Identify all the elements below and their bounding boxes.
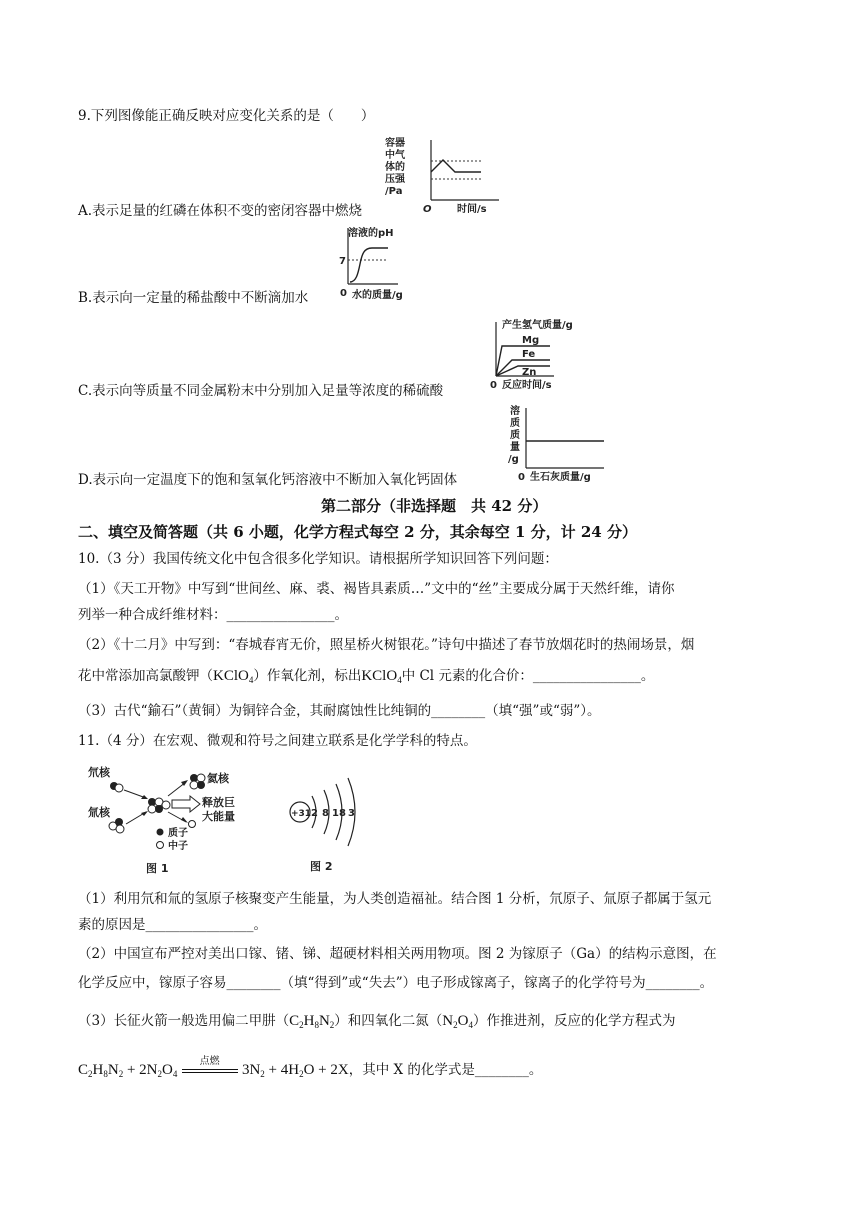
section-title: 二、填空及简答题（共 6 小题，化学方程式每空 2 分，其余每空 1 分，计 24 分） xyxy=(78,523,637,541)
q11-p1a: （1）利用氘和氚的氢原子核聚变产生能量，为人类创造福祉。结合图 1 分析，氘原子、氚原子都属于氢元 xyxy=(78,891,712,907)
graph-a-ylabel-4: /Pa xyxy=(385,186,403,197)
shell-4: 3 xyxy=(348,808,355,819)
graph-a xyxy=(375,134,505,220)
graph-c xyxy=(488,314,608,390)
graph-d xyxy=(500,402,620,486)
formula-c2h8n2: $C_2H_8N_2$ xyxy=(289,1013,335,1030)
graph-b-xlabel: 水的质量/g xyxy=(352,290,403,301)
q10-stem: 10.（3 分）我国传统文化中包含很多化学知识。请根据所学知识回答下列问题： xyxy=(78,551,558,567)
reaction-arrow xyxy=(182,1055,238,1078)
q9-option-d: D.表示向一定温度下的饱和氢氧化钙溶液中不断加入氧化钙固体 xyxy=(78,472,458,488)
shell-2: 8 xyxy=(322,808,329,819)
tritium-label: 氚核 xyxy=(88,806,110,819)
graph-a-xlabel: 时间/s xyxy=(457,204,487,215)
shell-3: 18 xyxy=(332,808,346,819)
graph-a-ylabel-0: 容器 xyxy=(385,138,405,149)
q10-p1b: 列举一种合成纤维材料：________________。 xyxy=(78,607,348,623)
equation-rhs: $3N_2 + 4H_2O + 2X$ xyxy=(241,1062,349,1079)
equation-lhs: $C_2H_8N_2 + 2N_2O_4$ xyxy=(78,1062,178,1079)
fig1-caption: 图 1 xyxy=(146,862,169,875)
graph-b-ref: 7 xyxy=(339,256,346,267)
graph-a-origin: O xyxy=(423,204,432,215)
graph-d-xlabel: 生石灰质量/g xyxy=(530,472,591,483)
part2-title: 第二部分（非选择题 共 42 分） xyxy=(321,497,548,515)
q10-p2a: （2）《十二月》中写到：“春城春宵无价，照星桥火树银花。”诗句中描述了春节放烟花时的热闹场景，烟 xyxy=(78,637,695,653)
graph-d-ylabel-2: 质 xyxy=(510,430,520,441)
graph-d-ylabel-1: 质 xyxy=(510,418,520,429)
q9-option-a: A.表示足量的红磷在体积不变的密闭容器中燃烧 xyxy=(78,203,363,219)
graph-d-ylabel-0: 溶 xyxy=(510,406,520,417)
q11-p2b: 化学反应中，镓原子容易________（填“得到”或“失去”）电子形成镓离子，镓离子的化学符号为________。 xyxy=(78,975,714,991)
graph-b-curve xyxy=(350,248,388,282)
graph-a-ylabel-2: 体的 xyxy=(385,162,405,173)
helium-label: 氦核 xyxy=(207,772,229,785)
fig2-caption: 图 2 xyxy=(310,860,333,873)
release-label-1: 释放巨 xyxy=(202,796,235,809)
graph-d-ylabel-4: /g xyxy=(508,454,519,465)
graph-c-label-fe: Fe xyxy=(522,349,536,360)
release-label-2: 大能量 xyxy=(202,810,235,823)
q10-p3: （3）古代“鍮石”（黄铜）为铜锌合金，其耐腐蚀性比纯铜的________（填“强”或“弱”）。 xyxy=(78,703,601,719)
gallium-atom-diagram xyxy=(280,774,390,878)
q9-option-b: B.表示向一定量的稀盐酸中不断滴加水 xyxy=(78,290,309,306)
graph-c-xlabel: 反应时间/s xyxy=(502,380,552,390)
q11-p3: （3）长征火箭一般选用偏二甲肼$(C_2H_8N_2)$和四氧化二氮$(N_2O_4)$作推进剂，反应的化学方程式为 xyxy=(78,1013,676,1030)
q10-p2b: 花中常添加高氯酸钾（KClO$_4$）作氧化剂，标出KClO$_4$中 Cl 元素的化合价：________________。 xyxy=(78,668,655,685)
nuclear-charge: +31 xyxy=(291,809,312,819)
fusion-diagram xyxy=(86,760,266,878)
q9-stem: 9.下列图像能正确反映对应变化关系的是（ ） xyxy=(78,108,375,124)
q9-option-c: C.表示向等质量不同金属粉末中分别加入足量等浓度的稀硫酸 xyxy=(78,383,444,399)
formula-kclo4-2: KClO$_4$ xyxy=(361,668,402,685)
graph-b-ylabel: 溶液的pH xyxy=(348,228,394,239)
q11-p2a: （2）中国宣布严控对美出口镓、锗、锑、超硬材料相关两用物项。图 2 为镓原子（Ga）的结构示意图，在 xyxy=(78,946,717,962)
shell-1: 2 xyxy=(311,808,318,819)
q10-p1a: （1）《天工开物》中写到“世间丝、麻、裘、褐皆具素质…”文中的“丝”主要成分属于天然纤维，请你 xyxy=(78,581,675,597)
graph-b-origin: 0 xyxy=(340,288,347,299)
graph-c-label-mg: Mg xyxy=(522,335,540,346)
graph-c-ylabel: 产生氢气质量/g xyxy=(502,320,573,331)
neutron-legend: 中子 xyxy=(168,841,188,852)
graph-a-ylabel-1: 中气 xyxy=(385,150,405,161)
chemical-equation: $C_2H_8N_2 + 2N_2O_4$ 点燃 $3N_2 + 4H_2O + 2X$，其中 X 的化学式是________。 xyxy=(78,1060,542,1084)
graph-a-curve xyxy=(431,160,481,172)
q11-p1b: 素的原因是________________。 xyxy=(78,917,267,933)
q11-stem: 11.（4 分）在宏观、微观和符号之间建立联系是化学学科的特点。 xyxy=(78,733,477,749)
proton-legend: 质子 xyxy=(168,828,188,839)
deuterium-label: 氘核 xyxy=(88,766,110,779)
graph-a-ylabel-3: 压强 xyxy=(385,174,405,185)
graph-d-origin: 0 xyxy=(518,472,525,483)
graph-b xyxy=(336,224,436,306)
graph-c-label-zn: Zn xyxy=(522,367,537,378)
reaction-condition: 点燃 xyxy=(199,1055,220,1067)
formula-n2o4: $N_2O_4$ xyxy=(442,1013,473,1030)
graph-d-ylabel-3: 量 xyxy=(510,442,520,453)
graph-c-origin: 0 xyxy=(490,380,497,390)
formula-kclo4: KClO$_4$ xyxy=(213,668,254,685)
